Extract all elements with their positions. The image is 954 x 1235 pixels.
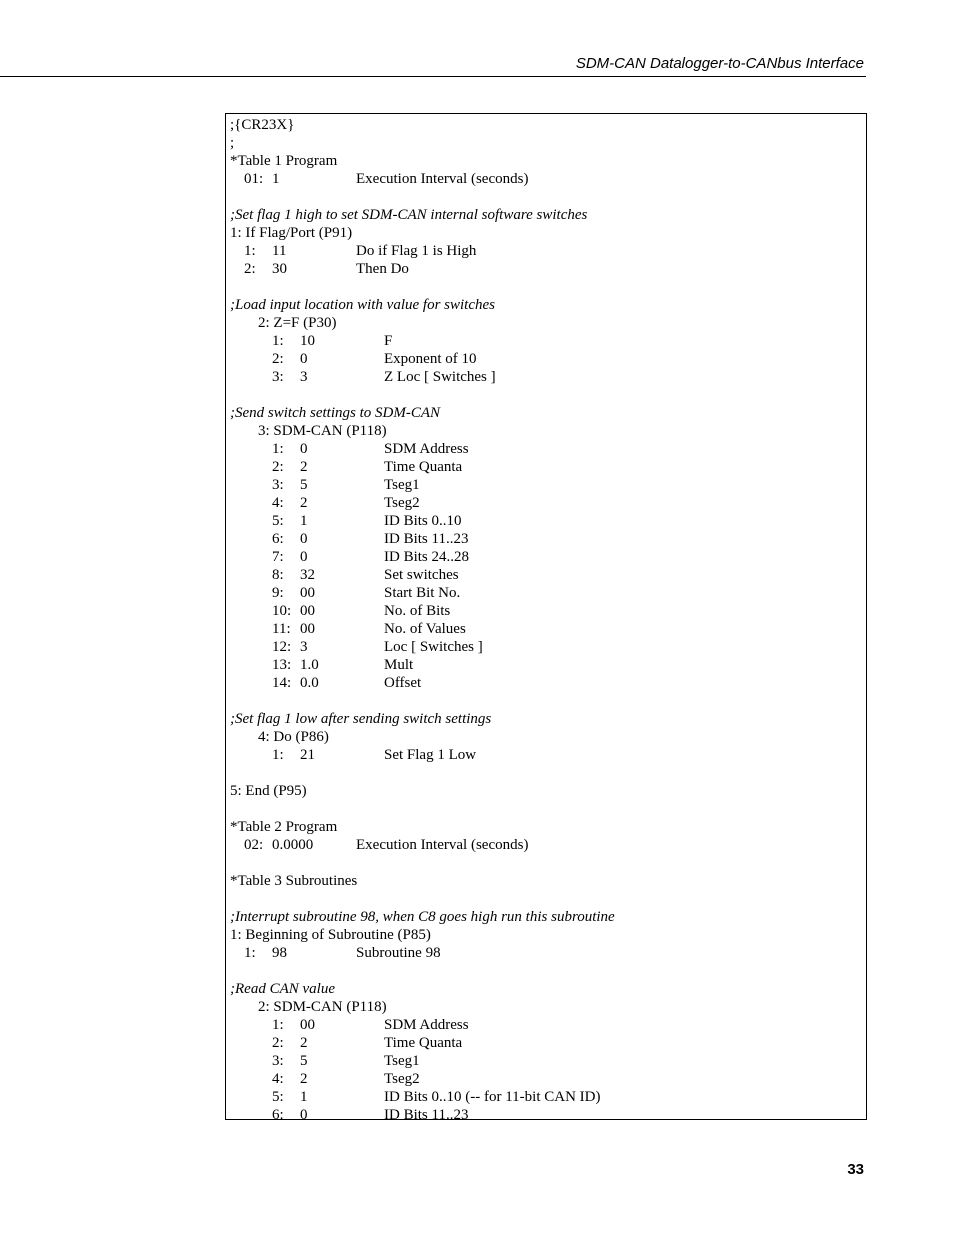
parameter-line — [230, 170, 862, 188]
parameter-value: 11 — [272, 243, 287, 259]
blank-line — [230, 386, 862, 404]
parameter-description: Z Loc [ Switches ] — [384, 369, 496, 385]
instruction-line — [230, 782, 862, 800]
blank-line — [230, 278, 862, 296]
parameter-value: 3 — [300, 369, 308, 385]
parameter-number: 8: — [272, 567, 284, 583]
code-comment-line — [230, 404, 862, 422]
parameter-line — [230, 674, 862, 692]
parameter-description: No. of Bits — [384, 603, 451, 619]
parameter-line — [230, 1106, 862, 1120]
parameter-line — [230, 350, 862, 368]
blank-line — [230, 188, 862, 206]
code-comment-line — [230, 296, 862, 314]
parameter-line — [230, 476, 862, 494]
parameter-value: 10 — [300, 333, 315, 349]
parameter-description: Tseg2 — [384, 1071, 420, 1087]
comment-text: ;Interrupt subroutine 98, when C8 goes high run this subroutine — [230, 909, 615, 925]
parameter-description: Time Quanta — [384, 459, 463, 475]
parameter-description: ID Bits 24..28 — [384, 549, 470, 565]
code-comment-line — [230, 908, 862, 926]
parameter-description: ID Bits 11..23 — [384, 1107, 469, 1120]
page-number: 33 — [847, 1161, 864, 1178]
parameter-line — [230, 1052, 862, 1070]
parameter-number: 2: — [272, 459, 284, 475]
code-line — [230, 152, 862, 170]
parameter-number: 6: — [272, 1107, 284, 1120]
parameter-value: 2 — [300, 459, 308, 475]
parameter-value: 3 — [300, 639, 308, 655]
parameter-description: Offset — [384, 675, 422, 691]
parameter-line — [230, 836, 862, 854]
parameter-line — [230, 458, 862, 476]
instruction-line — [230, 728, 862, 746]
parameter-value: 00 — [300, 621, 315, 637]
parameter-number: 1: — [272, 1017, 284, 1033]
comment-text: ;Load input location with value for switches — [230, 297, 495, 313]
comment-text: ;Set flag 1 high to set SDM-CAN internal software switches — [230, 207, 588, 223]
instruction-text: 4: Do (P86) — [258, 729, 329, 745]
parameter-line — [230, 260, 862, 278]
code-line — [230, 116, 862, 134]
parameter-description: Execution Interval (seconds) — [356, 837, 529, 853]
parameter-line — [230, 494, 862, 512]
parameter-description: Then Do — [356, 261, 409, 277]
parameter-description: Do if Flag 1 is High — [356, 243, 477, 259]
parameter-number: 4: — [272, 1071, 284, 1087]
parameter-line — [230, 1016, 862, 1034]
parameter-line — [230, 530, 862, 548]
line-text: *Table 2 Program — [230, 819, 338, 835]
parameter-value: 1 — [300, 1089, 308, 1105]
code-comment-line — [230, 206, 862, 224]
parameter-number: 3: — [272, 1053, 284, 1069]
parameter-description: Exponent of 10 — [384, 351, 477, 367]
parameter-description: Subroutine 98 — [356, 945, 441, 961]
parameter-line — [230, 1034, 862, 1052]
parameter-description: ID Bits 11..23 — [384, 531, 469, 547]
parameter-value: 98 — [272, 945, 287, 961]
parameter-description: Set switches — [384, 567, 459, 583]
parameter-value: 1.0 — [300, 657, 319, 673]
line-text: *Table 1 Program — [230, 153, 338, 169]
parameter-number: 6: — [272, 531, 284, 547]
parameter-description: ID Bits 0..10 (-- for 11-bit CAN ID) — [384, 1089, 601, 1105]
running-header-title: SDM-CAN Datalogger-to-CANbus Interface — [575, 55, 864, 72]
program-listing — [230, 116, 862, 1120]
parameter-value: 0 — [300, 441, 308, 457]
parameter-description: No. of Values — [384, 621, 466, 637]
parameter-value: 0.0000 — [272, 837, 314, 853]
parameter-line — [230, 1088, 862, 1106]
parameter-number: 4: — [272, 495, 284, 511]
parameter-value: 0 — [300, 531, 308, 547]
parameter-description: Tseg2 — [384, 495, 420, 511]
parameter-number: 01: — [244, 171, 264, 187]
parameter-number: 11: — [272, 621, 291, 637]
line-text: ; — [230, 135, 235, 151]
comment-text: ;Send switch settings to SDM-CAN — [230, 405, 440, 421]
parameter-line — [230, 512, 862, 530]
parameter-line — [230, 242, 862, 260]
parameter-description: Tseg1 — [384, 477, 420, 493]
parameter-value: 0 — [300, 351, 308, 367]
parameter-line — [230, 584, 862, 602]
parameter-description: ID Bits 0..10 — [384, 513, 462, 529]
parameter-description: Set Flag 1 Low — [384, 747, 477, 763]
parameter-number: 1: — [272, 333, 284, 349]
parameter-number: 7: — [272, 549, 284, 565]
parameter-value: 32 — [300, 567, 315, 583]
parameter-number: 5: — [272, 1089, 284, 1105]
line-text: ;{CR23X} — [230, 117, 295, 133]
parameter-description: F — [384, 333, 393, 349]
instruction-text: 2: Z=F (P30) — [258, 315, 337, 331]
parameter-value: 5 — [300, 1053, 308, 1069]
parameter-number: 2: — [272, 1035, 284, 1051]
code-comment-line — [230, 710, 862, 728]
parameter-value: 00 — [300, 603, 315, 619]
parameter-value: 2 — [300, 1071, 308, 1087]
parameter-number: 1: — [244, 243, 256, 259]
program-listing-box — [225, 113, 867, 1120]
blank-line — [230, 692, 862, 710]
parameter-value: 0.0 — [300, 675, 319, 691]
parameter-number: 2: — [244, 261, 256, 277]
instruction-line — [230, 224, 862, 242]
parameter-value: 2 — [300, 495, 308, 511]
parameter-value: 2 — [300, 1035, 308, 1051]
header-rule — [0, 76, 866, 77]
parameter-value: 0 — [300, 549, 308, 565]
code-line — [230, 134, 862, 152]
parameter-value: 30 — [272, 261, 287, 277]
parameter-description: Mult — [384, 657, 414, 673]
parameter-description: Tseg1 — [384, 1053, 420, 1069]
parameter-line — [230, 620, 862, 638]
blank-line — [230, 854, 862, 872]
parameter-number: 1: — [272, 441, 284, 457]
parameter-value: 00 — [300, 1017, 315, 1033]
parameter-value: 0 — [300, 1107, 308, 1120]
instruction-text: 1: Beginning of Subroutine (P85) — [230, 927, 431, 943]
parameter-number: 14: — [272, 675, 292, 691]
comment-text: ;Set flag 1 low after sending switch settings — [230, 711, 492, 727]
parameter-number: 12: — [272, 639, 292, 655]
parameter-line — [230, 440, 862, 458]
parameter-value: 1 — [300, 513, 308, 529]
parameter-description: Start Bit No. — [384, 585, 461, 601]
instruction-line — [230, 422, 862, 440]
parameter-number: 5: — [272, 513, 284, 529]
instruction-line — [230, 314, 862, 332]
parameter-value: 00 — [300, 585, 315, 601]
blank-line — [230, 962, 862, 980]
line-text: *Table 3 Subroutines — [230, 873, 358, 889]
parameter-line — [230, 1070, 862, 1088]
parameter-number: 1: — [272, 747, 284, 763]
parameter-number: 10: — [272, 603, 292, 619]
parameter-description: SDM Address — [384, 441, 469, 457]
parameter-description: Time Quanta — [384, 1035, 463, 1051]
parameter-description: Loc [ Switches ] — [384, 639, 483, 655]
blank-line — [230, 890, 862, 908]
blank-line — [230, 800, 862, 818]
parameter-value: 21 — [300, 747, 315, 763]
parameter-line — [230, 368, 862, 386]
comment-text: ;Read CAN value — [230, 981, 335, 997]
parameter-line — [230, 332, 862, 350]
parameter-number: 3: — [272, 477, 284, 493]
parameter-value: 1 — [272, 171, 280, 187]
parameter-line — [230, 602, 862, 620]
instruction-text: 5: End (P95) — [230, 783, 307, 799]
blank-line — [230, 764, 862, 782]
parameter-number: 13: — [272, 657, 292, 673]
parameter-line — [230, 638, 862, 656]
code-line — [230, 872, 862, 890]
parameter-number: 2: — [272, 351, 284, 367]
parameter-line — [230, 548, 862, 566]
parameter-number: 3: — [272, 369, 284, 385]
parameter-number: 9: — [272, 585, 284, 601]
parameter-description: Execution Interval (seconds) — [356, 171, 529, 187]
instruction-text: 2: SDM-CAN (P118) — [258, 999, 387, 1015]
code-comment-line — [230, 980, 862, 998]
instruction-line — [230, 998, 862, 1016]
instruction-text: 3: SDM-CAN (P118) — [258, 423, 387, 439]
code-line — [230, 818, 862, 836]
parameter-number: 1: — [244, 945, 256, 961]
parameter-number: 02: — [244, 837, 264, 853]
parameter-value: 5 — [300, 477, 308, 493]
parameter-line — [230, 746, 862, 764]
parameter-line — [230, 656, 862, 674]
parameter-line — [230, 566, 862, 584]
instruction-line — [230, 926, 862, 944]
instruction-text: 1: If Flag/Port (P91) — [230, 225, 353, 241]
parameter-description: SDM Address — [384, 1017, 469, 1033]
parameter-line — [230, 944, 862, 962]
